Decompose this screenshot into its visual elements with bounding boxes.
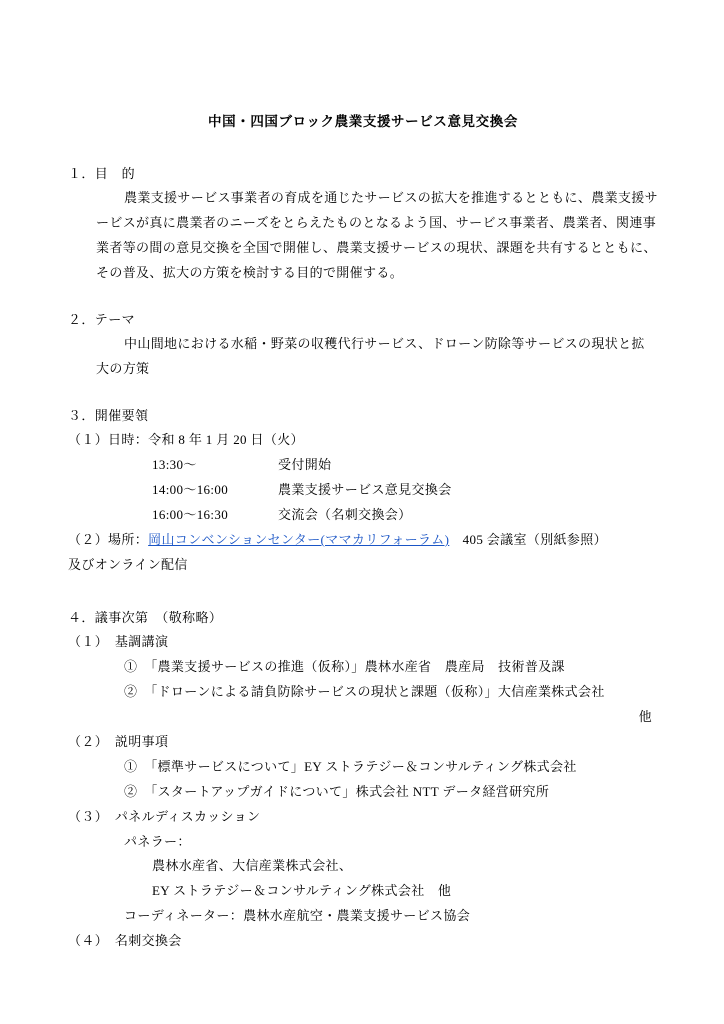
- agenda-subitem: ① 「農業支援サービスの推進（仮称）」農林水産省 農産局 技術普及課: [124, 658, 565, 674]
- panelist: EY ストラテジー＆コンサルティング株式会社 他: [152, 883, 452, 899]
- schedule-detail: 交流会（名刺交換会）: [278, 506, 412, 522]
- schedule-time: 13:30〜: [152, 457, 197, 473]
- agenda-item-label: （４） 名刺交換会: [68, 933, 182, 949]
- section-heading-agenda: ４．議事次第 （敬称略）: [68, 609, 223, 625]
- schedule-detail: 受付開始: [278, 457, 332, 473]
- schedule-row: [68, 478, 658, 503]
- agenda-subitem: ② 「スタートアップガイドについて」株式会社 NTT データ経営研究所: [124, 783, 550, 799]
- agenda-item-label: （３） パネルディスカッション: [68, 808, 261, 824]
- section-body-purpose: 農業支援サービス事業者の育成を通じたサービスの拡大を推進するとともに、農業支援サービスが真に農業者のニーズをとらえたものとなるよう国、サービス事業者、農業者、関連事業者等の間の意見交換を全国で開催し、農業支援サービスの現状、課題を共有するとともに、その普及、拡大の方策を検討する目的で開催する。: [96, 190, 659, 281]
- agenda-subitem-tail: 他: [638, 708, 652, 724]
- section-purpose: [68, 162, 658, 286]
- schedule-time: 16:00〜16:30: [152, 506, 229, 522]
- page-title: 中国・四国ブロック農業支援サービス意見交換会: [208, 114, 518, 129]
- venue-link[interactable]: 岡山コンベンションセンター(ママカリフォーラム): [148, 531, 450, 547]
- venue-line-2: 及びオンライン配信: [68, 556, 188, 572]
- section-heading-purpose: １．目 的: [68, 166, 136, 182]
- section-heading-theme: ２．テーマ: [68, 312, 136, 328]
- panel-label: パネラー：: [124, 833, 191, 849]
- venue-prefix: （２）場所：: [68, 531, 149, 547]
- coordinator: コーディネーター：農林水産航空・農業支援サービス協会: [124, 908, 471, 924]
- agenda-subitem: ② 「ドローンによる請負防除サービスの現状と課題（仮称）」大信産業株式会社: [124, 683, 605, 699]
- venue-line: [68, 528, 658, 553]
- section-body-theme: 中山間地における水稲・野菜の収穫代行サービス、ドローン防除等サービスの現状と拡大の方策: [96, 336, 645, 377]
- agenda-item-label: （１） 基調講演: [68, 633, 169, 649]
- event-date-line: （１）日時：令和 8 年 1 月 20 日（火）: [68, 432, 304, 448]
- schedule-row: [68, 503, 658, 528]
- venue-suffix: 405 会議室（別紙参照）: [449, 531, 607, 547]
- section-agenda: [68, 606, 658, 954]
- spacer: [68, 582, 658, 606]
- schedule-detail: 農業支援サービス意見交換会: [278, 482, 452, 498]
- spacer: [68, 290, 658, 308]
- section-heading-outline: ３．開催要領: [68, 408, 149, 424]
- section-outline: [68, 404, 658, 578]
- schedule-time: 14:00〜16:00: [152, 482, 229, 498]
- section-theme: [68, 308, 658, 382]
- agenda-subitem: ① 「標準サービスについて」EY ストラテジー＆コンサルティング株式会社: [124, 758, 577, 774]
- agenda-item-label: （２） 説明事項: [68, 733, 169, 749]
- panelist: 農林水産省、大信産業株式会社、: [152, 858, 353, 874]
- spacer: [68, 386, 658, 404]
- schedule-row: [68, 453, 658, 478]
